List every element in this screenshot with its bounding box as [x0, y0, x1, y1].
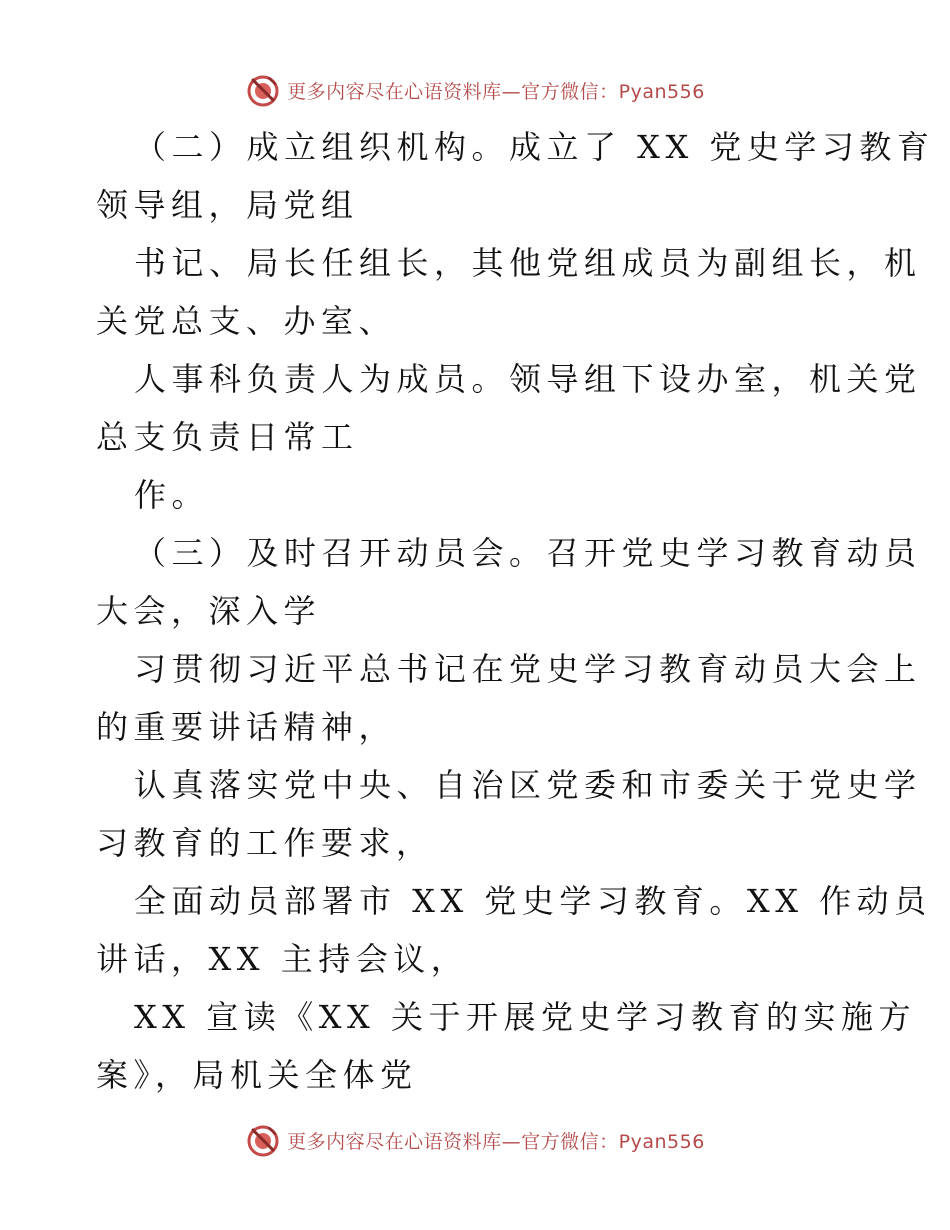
- paragraph-line: 作。: [134, 476, 210, 514]
- paragraph-line: 的重要讲话精神，: [96, 708, 397, 746]
- wax-seal-logo-icon: [245, 72, 281, 108]
- paragraph-line: 书记、局长任组长，其他党组成员为副组长，机: [134, 244, 922, 282]
- paragraph-line: 习贯彻习近平总书记在党史学习教育动员大会上: [134, 650, 922, 688]
- wax-seal-logo-icon: [245, 1122, 281, 1158]
- footer-watermark-text: 更多内容尽在心语资料库—官方微信：Pyan556: [287, 1130, 705, 1153]
- header-watermark-banner: [0, 70, 950, 110]
- paragraph-line: 案》，局机关全体党: [96, 1056, 418, 1094]
- paragraph-line: XX 宣读《XX 关于开展党史学习教育的实施方: [134, 998, 916, 1036]
- paragraph-line: 关党总支、办室、: [96, 302, 397, 340]
- paragraph-line: （二）成立组织机构。成立了 XX 党史学习教育: [134, 128, 935, 166]
- paragraph-line: 认真落实党中央、自治区党委和市委关于党史学: [134, 766, 922, 804]
- paragraph-line: 全面动员部署市 XX 党史学习教育。XX 作动员: [134, 882, 932, 920]
- paragraph-line: 人事科负责人为成员。领导组下设办室，机关党: [134, 360, 922, 398]
- footer-watermark-banner: [0, 1120, 950, 1160]
- paragraph-line: 习教育的工作要求，: [96, 824, 434, 862]
- paragraph-line: 领导组，局党组: [96, 186, 359, 224]
- paragraph-line: （三）及时召开动员会。召开党史学习教育动员: [134, 534, 922, 572]
- paragraph-line: 讲话，XX 主持会议，: [96, 940, 469, 978]
- document-body: [96, 118, 935, 1104]
- header-watermark-text: 更多内容尽在心语资料库—官方微信：Pyan556: [287, 80, 705, 103]
- paragraph-line: 大会，深入学: [96, 592, 322, 630]
- paragraph-line: 总支负责日常工: [96, 418, 359, 456]
